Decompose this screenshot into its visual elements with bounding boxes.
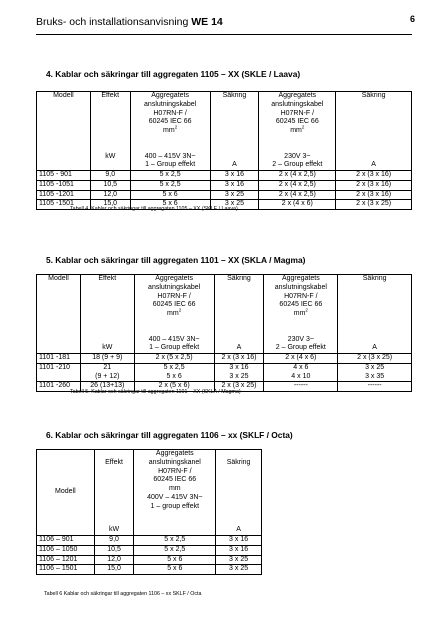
col-kabel-1: Aggregatets anslutningskabel H07RN-F / 60245 IEC 66 $mm^2$	[130, 92, 210, 153]
unit-kabel-2: 230V 3~ 2 – Group effekt	[264, 336, 338, 354]
unit-kw: kW	[90, 153, 130, 171]
col-effekt: Effekt	[80, 275, 134, 336]
table-6	[36, 449, 262, 575]
page-number: 6	[410, 14, 416, 24]
table-6-caption: Tabell 6 Kablar och säkringar till aggregaten 1106 – xx SKLF / Octa	[44, 591, 202, 597]
unit-kabel-2: 230V 3~ 2 – Group effekt	[259, 153, 336, 171]
unit-a-1: A	[210, 153, 259, 171]
unit-a-2: A	[338, 336, 412, 354]
section-5-heading: 5. Kablar och säkringar till aggregaten 1101 – XX (SKLA / Magma)	[46, 255, 306, 265]
unit-kw: kW	[80, 336, 134, 354]
table-row: 1105 -1501 15,0 5 x 6 3 x 25 2 x (4 x 6) 2 x (3 x 25)	[37, 200, 412, 210]
col-kabel-2: Aggregatets anslutningskabel H07RN-F / 60245 IEC 66 $mm^2$	[259, 92, 336, 153]
table-5	[36, 274, 412, 392]
col-modell: Modell	[37, 275, 81, 336]
col-modell: Modell	[37, 92, 91, 153]
unit-a-1: A	[214, 336, 264, 354]
table-6-header-row	[37, 450, 262, 536]
table-row: 1105 -1201 12,0 5 x 6 3 x 25 2 x (4 x 2,5) 2 x (3 x 16)	[37, 190, 412, 200]
col-sakring-1: Säkring A	[216, 450, 262, 536]
table-row: 1101 -210 21 (9 + 12) 5 x 2,5 5 x 6 3 x 16 3 x 25 4 x 6 4 x 10 3 x 25 3 x 35	[37, 363, 412, 382]
unit-kabel-1: 400 – 415V 3N~ 1 – Group effekt	[134, 336, 214, 354]
table-row: 1105 -1051 10,5 5 x 2,5 3 x 16 2 x (4 x 2,5) 2 x (3 x 16)	[37, 180, 412, 190]
table-row: 1106 – 901 9,0 5 x 2,5 3 x 16	[37, 536, 262, 546]
col-modell: Modell	[37, 450, 95, 536]
col-kabel-2: Aggregatets anslutningskabel H07RN-F / 60245 IEC 66 $mm^2$	[264, 275, 338, 336]
title-prefix: Bruks- och installationsanvisning	[36, 16, 189, 28]
col-effekt: Effekt	[90, 92, 130, 153]
section-6-heading: 6. Kablar och säkringar till aggregaten 1106 – xx (SKLF / Octa)	[46, 430, 293, 440]
table-5-header-row	[37, 275, 412, 336]
col-sakring-2: Säkring	[336, 92, 412, 153]
document-title	[36, 16, 223, 28]
table-row: 1101 -181 18 (9 + 9) 2 x (5 x 2,5) 2 x (3 x 16) 2 x (4 x 6) 2 x (3 x 25)	[37, 354, 412, 364]
table-row: 1106 – 1050 10,5 5 x 2,5 3 x 16	[37, 545, 262, 555]
unit-a-2: A	[336, 153, 412, 171]
title-bold: WE 14	[191, 16, 223, 28]
unit-kabel-1: 400 – 415V 3N~ 1 – Group effekt	[130, 153, 210, 171]
table-4-header-row	[37, 92, 412, 153]
table-4-units-row	[37, 153, 412, 171]
col-sakring-2: Säkring	[338, 275, 412, 336]
table-4	[36, 91, 412, 210]
col-kabel-1: Aggregatets anslutningskabel H07RN-F / 60245 IEC 66 $mm^2$	[134, 275, 214, 336]
table-row: 1106 – 1201 12,0 5 x 6 3 x 25	[37, 555, 262, 565]
header-rule	[36, 34, 412, 35]
table-row: 1101 -260 26 (13+13) 2 x (5 x 6) 2 x (3 x 25) ------ ------	[37, 382, 412, 392]
unit-kw: kW	[108, 526, 120, 534]
unit-a-1: A	[236, 526, 241, 534]
table-row: 1106 – 1501 15,0 5 x 6 3 x 25	[37, 565, 262, 575]
table-row: 1105 - 901 9,0 5 x 2,5 3 x 16 2 x (4 x 2,5) 2 x (3 x 16)	[37, 171, 412, 181]
col-sakring-1: Säkring	[214, 275, 264, 336]
section-4-heading: 4. Kablar och säkringar till aggregaten 1105 – XX (SKLE / Laava)	[46, 69, 301, 79]
table-4-caption: Tabell 4. Kablar och säkringar till aggregaten 1105 – XX (SKLE / Laava)	[70, 206, 238, 212]
table-5-caption: Tabell 5. Kablar och säkringar till aggregaten 1101 – XX (SKLA / Magma)	[70, 389, 241, 395]
col-effekt: Effekt kW	[94, 450, 134, 536]
col-sakring-1: Säkring	[210, 92, 259, 153]
table-5-units-row	[37, 336, 412, 354]
col-kabel-1: Aggregatets anslutningskanel H07RN-F / 60245 IEC 66 mm 400V – 415V 3N~ 1 – group effekt	[134, 450, 216, 536]
